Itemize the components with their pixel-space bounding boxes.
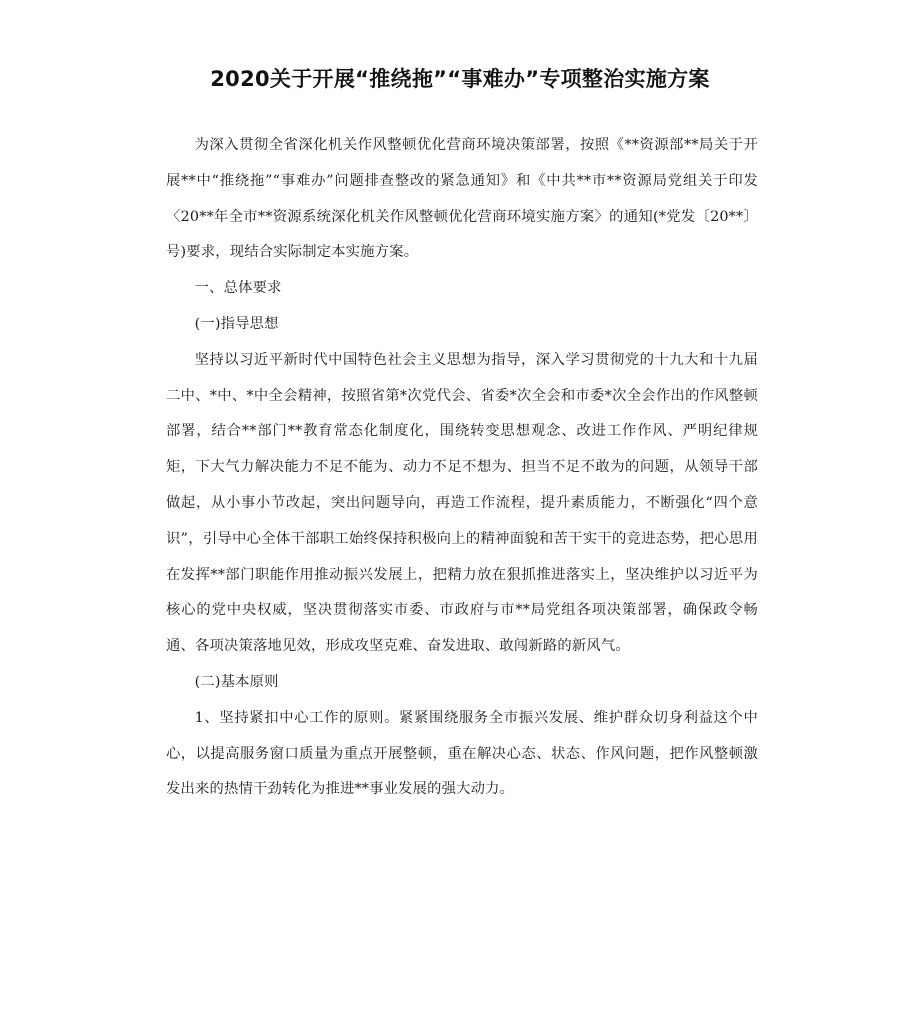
document-title: 2020关于开展“推绕拖”“事难办”专项整治实施方案 — [210, 67, 710, 91]
document-body — [166, 128, 758, 808]
paragraph-intro: 为深入贯彻全省深化机关作风整顿优化营商环境决策部署，按照《**资源部**局关于开展**中“推绕拖”“事难办”问题排查整改的紧急通知》和《中共**市**资源局党组关于印发〈20**年全市**资源系统深化机关作风整顿优化营商环境实施方案〉的通知(*党发〔20**〕号)要求，现结合实际制定本实施方案。 — [166, 137, 758, 261]
paragraph-guiding-ideology: 坚持以习近平新时代中国特色社会主义思想为指导，深入学习贯彻党的十九大和十九届二中、*中、*中全会精神，按照省第*次党代会、省委*次全会和市委*次全会作出的作风整顿部署，结合**部门**教育常态化制度化，围绕转变思想观念、改进工作作风、严明纪律规矩，下大气力解决能力不足不能为、动力不足不想为、担当不足不敢为的问题，从领导干部做起，从小事小节改起，突出问题导向，再造工作流程，提升素质能力，不断强化“四个意识”，引导中心全体干部职工始终保持积极向上的精神面貌和苦干实干的竞进态势，把心思用在发挥**部门职能作用推动振兴发展上，把精力放在狠抓推进落实上，坚决维护以习近平为核心的党中央权威，坚决贯彻落实市委、市政府与市**局党组各项决策部署，确保政令畅通、各项决策落地见效，形成攻坚克难、奋发进取、敢闯新路的新风气。 — [166, 351, 758, 655]
subsection-heading-basic-principles: (二)基本原则 — [194, 673, 279, 690]
section-heading-general-requirements: 一、总体要求 — [194, 280, 282, 297]
subsection-heading-guiding-ideology: (一)指导思想 — [194, 315, 279, 332]
paragraph-principle-1: 1、坚持紧扣中心工作的原则。紧紧围绕服务全市振兴发展、维护群众切身利益这个中心，以提高服务窗口质量为重点开展整顿，重在解决心态、状态、作风问题，把作风整顿激发出来的热情干劲转化为推进**事业发展的强大动力。 — [166, 709, 758, 798]
